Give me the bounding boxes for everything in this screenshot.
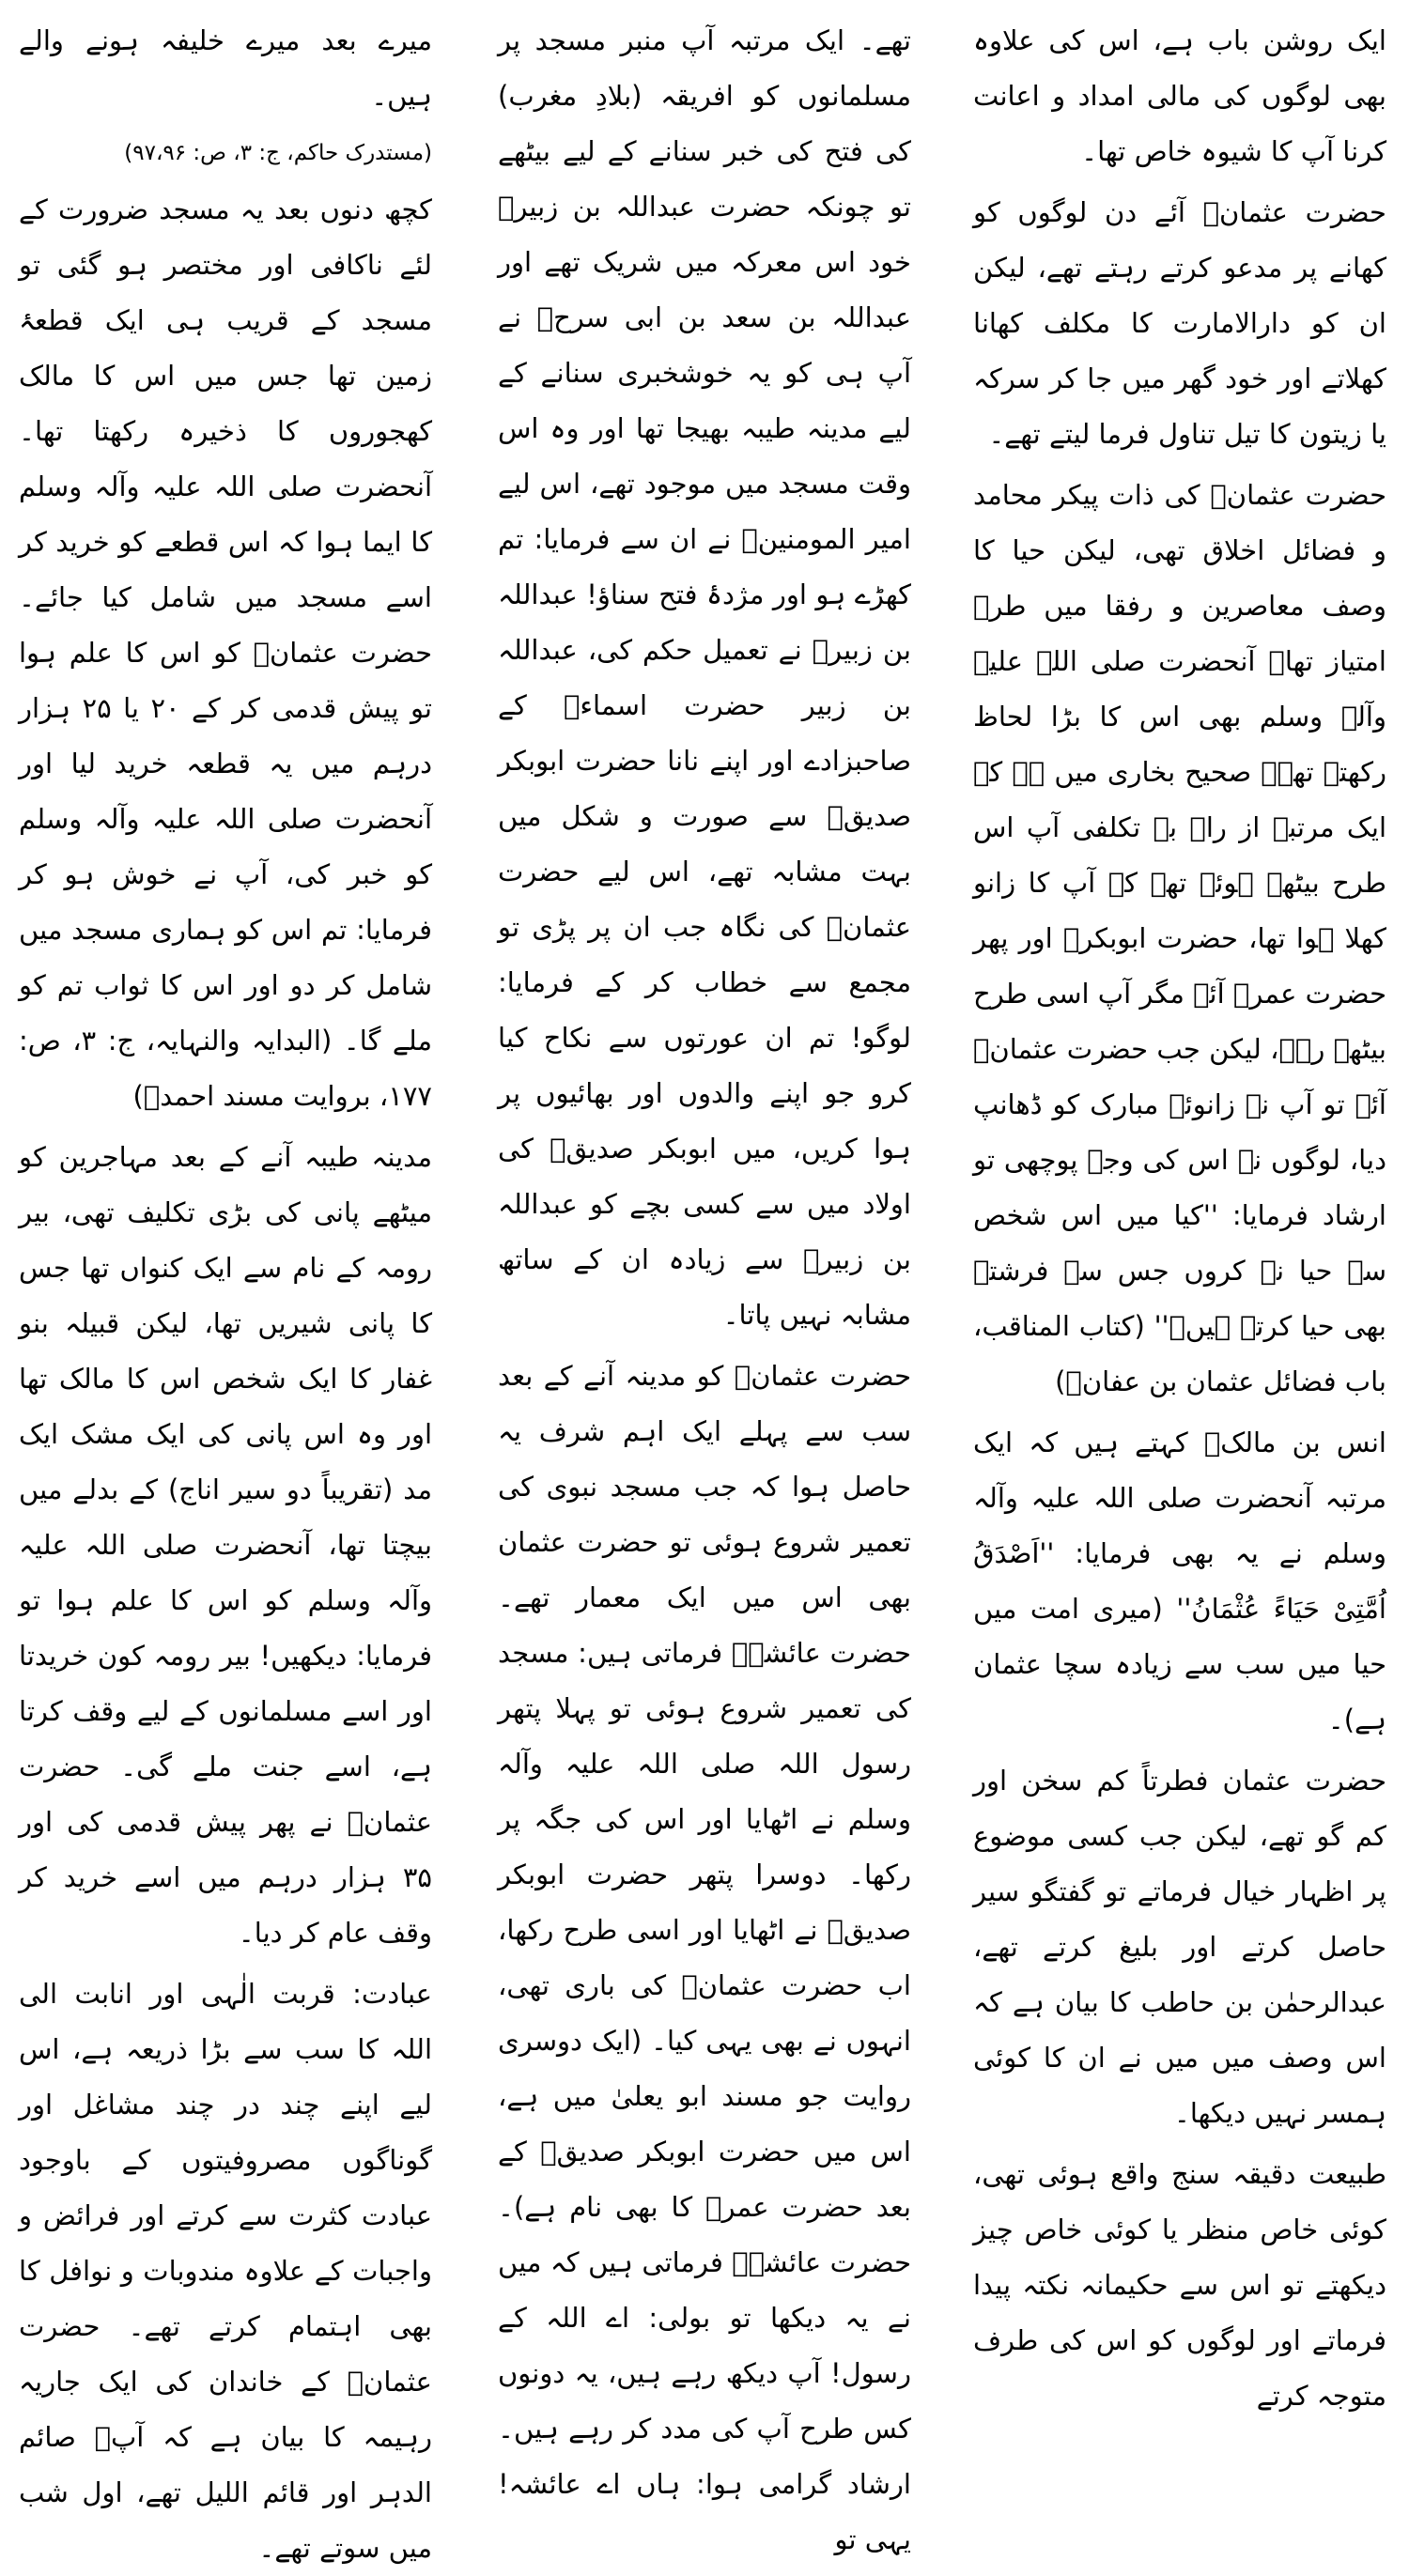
- text-column-right: [973, 13, 1386, 2412]
- citation: (مستدرک حاکم، ج: ۳، ص: ۹۷،۹۶): [124, 141, 432, 165]
- text-column-middle: [498, 13, 911, 2555]
- paragraph: انس بن مالکؓ کہتے ہیں کہ ایک مرتبہ آنحضرت صلی اللہ علیہ وآلہ وسلم نے یہ بھی فرمایا: ''اَصْدَقُ اُمَّتِیْ حَیَاءً عُثْمَانُ'' (میری امت میں حیا میں سب سے زیادہ سچا عثمان ہے)۔: [973, 1427, 1386, 1735]
- paragraph: مدینہ طیبہ آنے کے بعد مہاجرین کو میٹھے پانی کی بڑی تکلیف تھی، بیر رومہ کے نام سے ایک کنواں تھا جس کا پانی شیریں تھا، لیکن قبیلہ بنو غفار کا ایک شخص اس کا مالک تھا اور وہ اس پانی کی ایک مشک ایک مد (تقریباً دو سیر اناج) کے بدلے میں بیچتا تھا، آنحضرت صلی اللہ علیہ وآلہ وسلم کو اس کا علم ہوا تو فرمایا: دیکھیں! بیر رومہ کون خریدتا اور اسے مسلمانوں کے لیے وقف کرتا ہے، اسے جنت ملے گی۔ حضرت عثمانؓ نے پھر پیش قدمی کی اور ۳۵ ہزار درہم میں اسے خرید کر وقف عام کر دیا۔: [19, 1141, 432, 1949]
- text-column-left: [19, 13, 433, 2564]
- paragraph: حضرت عثمانؓ کو مدینہ آنے کے بعد سب سے پہلے ایک اہم شرف یہ حاصل ہوا کہ جب مسجد نبوی کی تعمیر شروع ہوئی تو حضرت عثمان بھی اس میں ایک معمار تھے۔ حضرت عائشہؓ فرماتی ہیں: مسجد کی تعمیر شروع ہوئی تو پہلا پتھر رسول اللہ صلی اللہ علیہ وآلہ وسلم نے اٹھایا اور اس کی جگہ پر رکھا۔ دوسرا پتھر حضرت ابوبکر صدیقؓ نے اٹھایا اور اسی طرح رکھا، اب حضرت عثمانؓ کی باری تھی، انہوں نے بھی یہی کیا۔ (ایک دوسری روایت جو مسند ابو یعلیٰ میں ہے، اس میں حضرت ابوبکر صدیقؓ کے بعد حضرت عمرؓ کا بھی نام ہے)۔ حضرت عائشہؓ فرماتی ہیں کہ میں نے یہ دیکھا تو بولی: اے اللہ کے رسول! آپ دیکھ رہے ہیں، یہ دونوں کس طرح آپ کی مدد کر رہے ہیں۔ ارشاد گرامی ہوا: ہاں اے عائشہ! یہی تو: [498, 1360, 911, 2555]
- paragraph: عبادت: قربت الٰہی اور انابت الی اللہ کا سب سے بڑا ذریعہ ہے، اس لیے اپنے چند در چند مشاغل اور گوناگوں مصروفیتوں کے باوجود عبادت کثرت سے کرتے اور فرائض و واجبات کے علاوہ مندوبات و نوافل کا بھی اہتمام کرتے تھے۔ حضرت عثمانؓ کے خاندان کی ایک جاریہ رہیمہ کا بیان ہے کہ آپؓ صائم الدہر اور قائم اللیل تھے، اول شب میں سوتے تھے۔: [19, 1978, 432, 2564]
- paragraph: طبیعت دقیقہ سنج واقع ہوئی تھی، کوئی خاص منظر یا کوئی خاص چیز دیکھتے تو اس سے حکیمانہ نکتہ پیدا فرماتے اور لوگوں کو اس کی طرف متوجہ کرتے: [973, 2158, 1386, 2412]
- paragraph: حضرت عثمان فطرتاً کم سخن اور کم گو تھے، لیکن جب کسی موضوع پر اظہار خیال فرماتے تو گفتگو سیر حاصل کرتے اور بلیغ کرتے تھے، عبدالرحمٰن بن حاطب کا بیان ہے کہ اس وصف میں میں نے ان کا کوئی ہمسر نہیں دیکھا۔: [973, 1765, 1386, 2129]
- paragraph: ایک روشن باب ہے، اس کی علاوہ بھی لوگوں کی مالی امداد و اعانت کرنا آپ کا شیوہ خاص تھا۔: [973, 24, 1386, 167]
- paragraph: میرے بعد میرے خلیفہ ہونے والے ہیں۔: [19, 24, 432, 112]
- paragraph: کچھ دنوں بعد یہ مسجد ضرورت کے لئے ناکافی اور مختصر ہو گئی تو مسجد کے قریب ہی ایک قطعۂ زمین تھا جس میں اس کا مالک کھجوروں کا ذخیرہ رکھتا تھا۔ آنحضرت صلی اللہ علیہ وآلہ وسلم کا ایما ہوا کہ اس قطعے کو خرید کر اسے مسجد میں شامل کیا جائے۔ حضرت عثمانؓ کو اس کا علم ہوا تو پیش قدمی کر کے ۲۰ یا ۲۵ ہزار درہم میں یہ قطعہ خرید لیا اور آنحضرت صلی اللہ علیہ وآلہ وسلم کو خبر کی، آپ نے خوش ہو کر فرمایا: تم اس کو ہماری مسجد میں شامل کر دو اور اس کا ثواب تم کو ملے گا۔ (البدایہ والنہایہ، ج: ۳، ص: ۱۷۷، بروایت مسند احمدؒ): [19, 193, 433, 1112]
- paragraph: تھے۔ ایک مرتبہ آپ منبر مسجد پر مسلمانوں کو افریقہ (بلادِ مغرب) کی فتح کی خبر سنانے کے لیے بیٹھے تو چونکہ حضرت عبداللہ بن زبیرؓ خود اس معرکہ میں شریک تھے اور عبداللہ بن سعد بن ابی سرحؓ نے آپ ہی کو یہ خوشخبری سنانے کے لیے مدینہ طیبہ بھیجا تھا اور وہ اس وقت مسجد میں موجود تھے، اس لیے امیر المومنینؓ نے ان سے فرمایا: تم کھڑے ہو اور مژدۂ فتح سناؤ! عبداللہ بن زبیرؓ نے تعمیل حکم کی، عبداللہ بن زبیر حضرت اسماءؓ کے صاحبزادے اور اپنے نانا حضرت ابوبکر صدیقؓ سے صورت و شکل میں بہت مشابہ تھے، اس لیے حضرت عثمانؓ کی نگاہ جب ان پر پڑی تو مجمع سے خطاب کر کے فرمایا: لوگو! تم ان عورتوں سے نکاح کیا کرو جو اپنے والدوں اور بھائیوں پر ہوا کریں، میں ابوبکر صدیقؓ کی اولاد میں سے کسی بچے کو عبداللہ بن زبیرؓ سے زیادہ ان کے ساتھ مشابہ نہیں پاتا۔: [498, 24, 911, 1331]
- paragraph: حضرت عثمانؓ آئے دن لوگوں کو کھانے پر مدعو کرتے رہتے تھے، لیکن ان کو دارالامارت کا مکلف کھانا کھلاتے اور خود گھر میں جا کر سرکہ یا زیتون کا تیل تناول فرما لیتے تھے۔: [973, 196, 1386, 450]
- paragraph: حضرت عثمانؓ کی ذات پیکر محامد و فضائل اخلاق تھی، لیکن حیا کا وصف معاصرین و رفقا میں طرۂ امتیاز تھا۔ آنحضرت صلی اللہ علیہ وآلہ وسلم بھی اس کا بڑا لحاظ رکھتے تھے۔ صحیح بخاری میں ہے کہ ایک مرتبہ از راہ بے تکلفی آپ اس طرح بیٹھے ہوئے تھے کہ آپ کا زانو کھلا ہوا تھا، حضرت ابوبکرؓ اور پھر حضرت عمرؓ آئے مگر آپ اسی طرح بیٹھے رہے، لیکن جب حضرت عثمانؓ آئے تو آپ نے زانوئے مبارک کو ڈھانپ دیا، لوگوں نے اس کی وجہ پوچھی تو ارشاد فرمایا: ''کیا میں اس شخص سے حیا نہ کروں جس سے فرشتے بھی حیا کرتے ہیں۔'' (کتاب المناقب، باب فضائل عثمان بن عفانؓ): [973, 479, 1386, 1397]
